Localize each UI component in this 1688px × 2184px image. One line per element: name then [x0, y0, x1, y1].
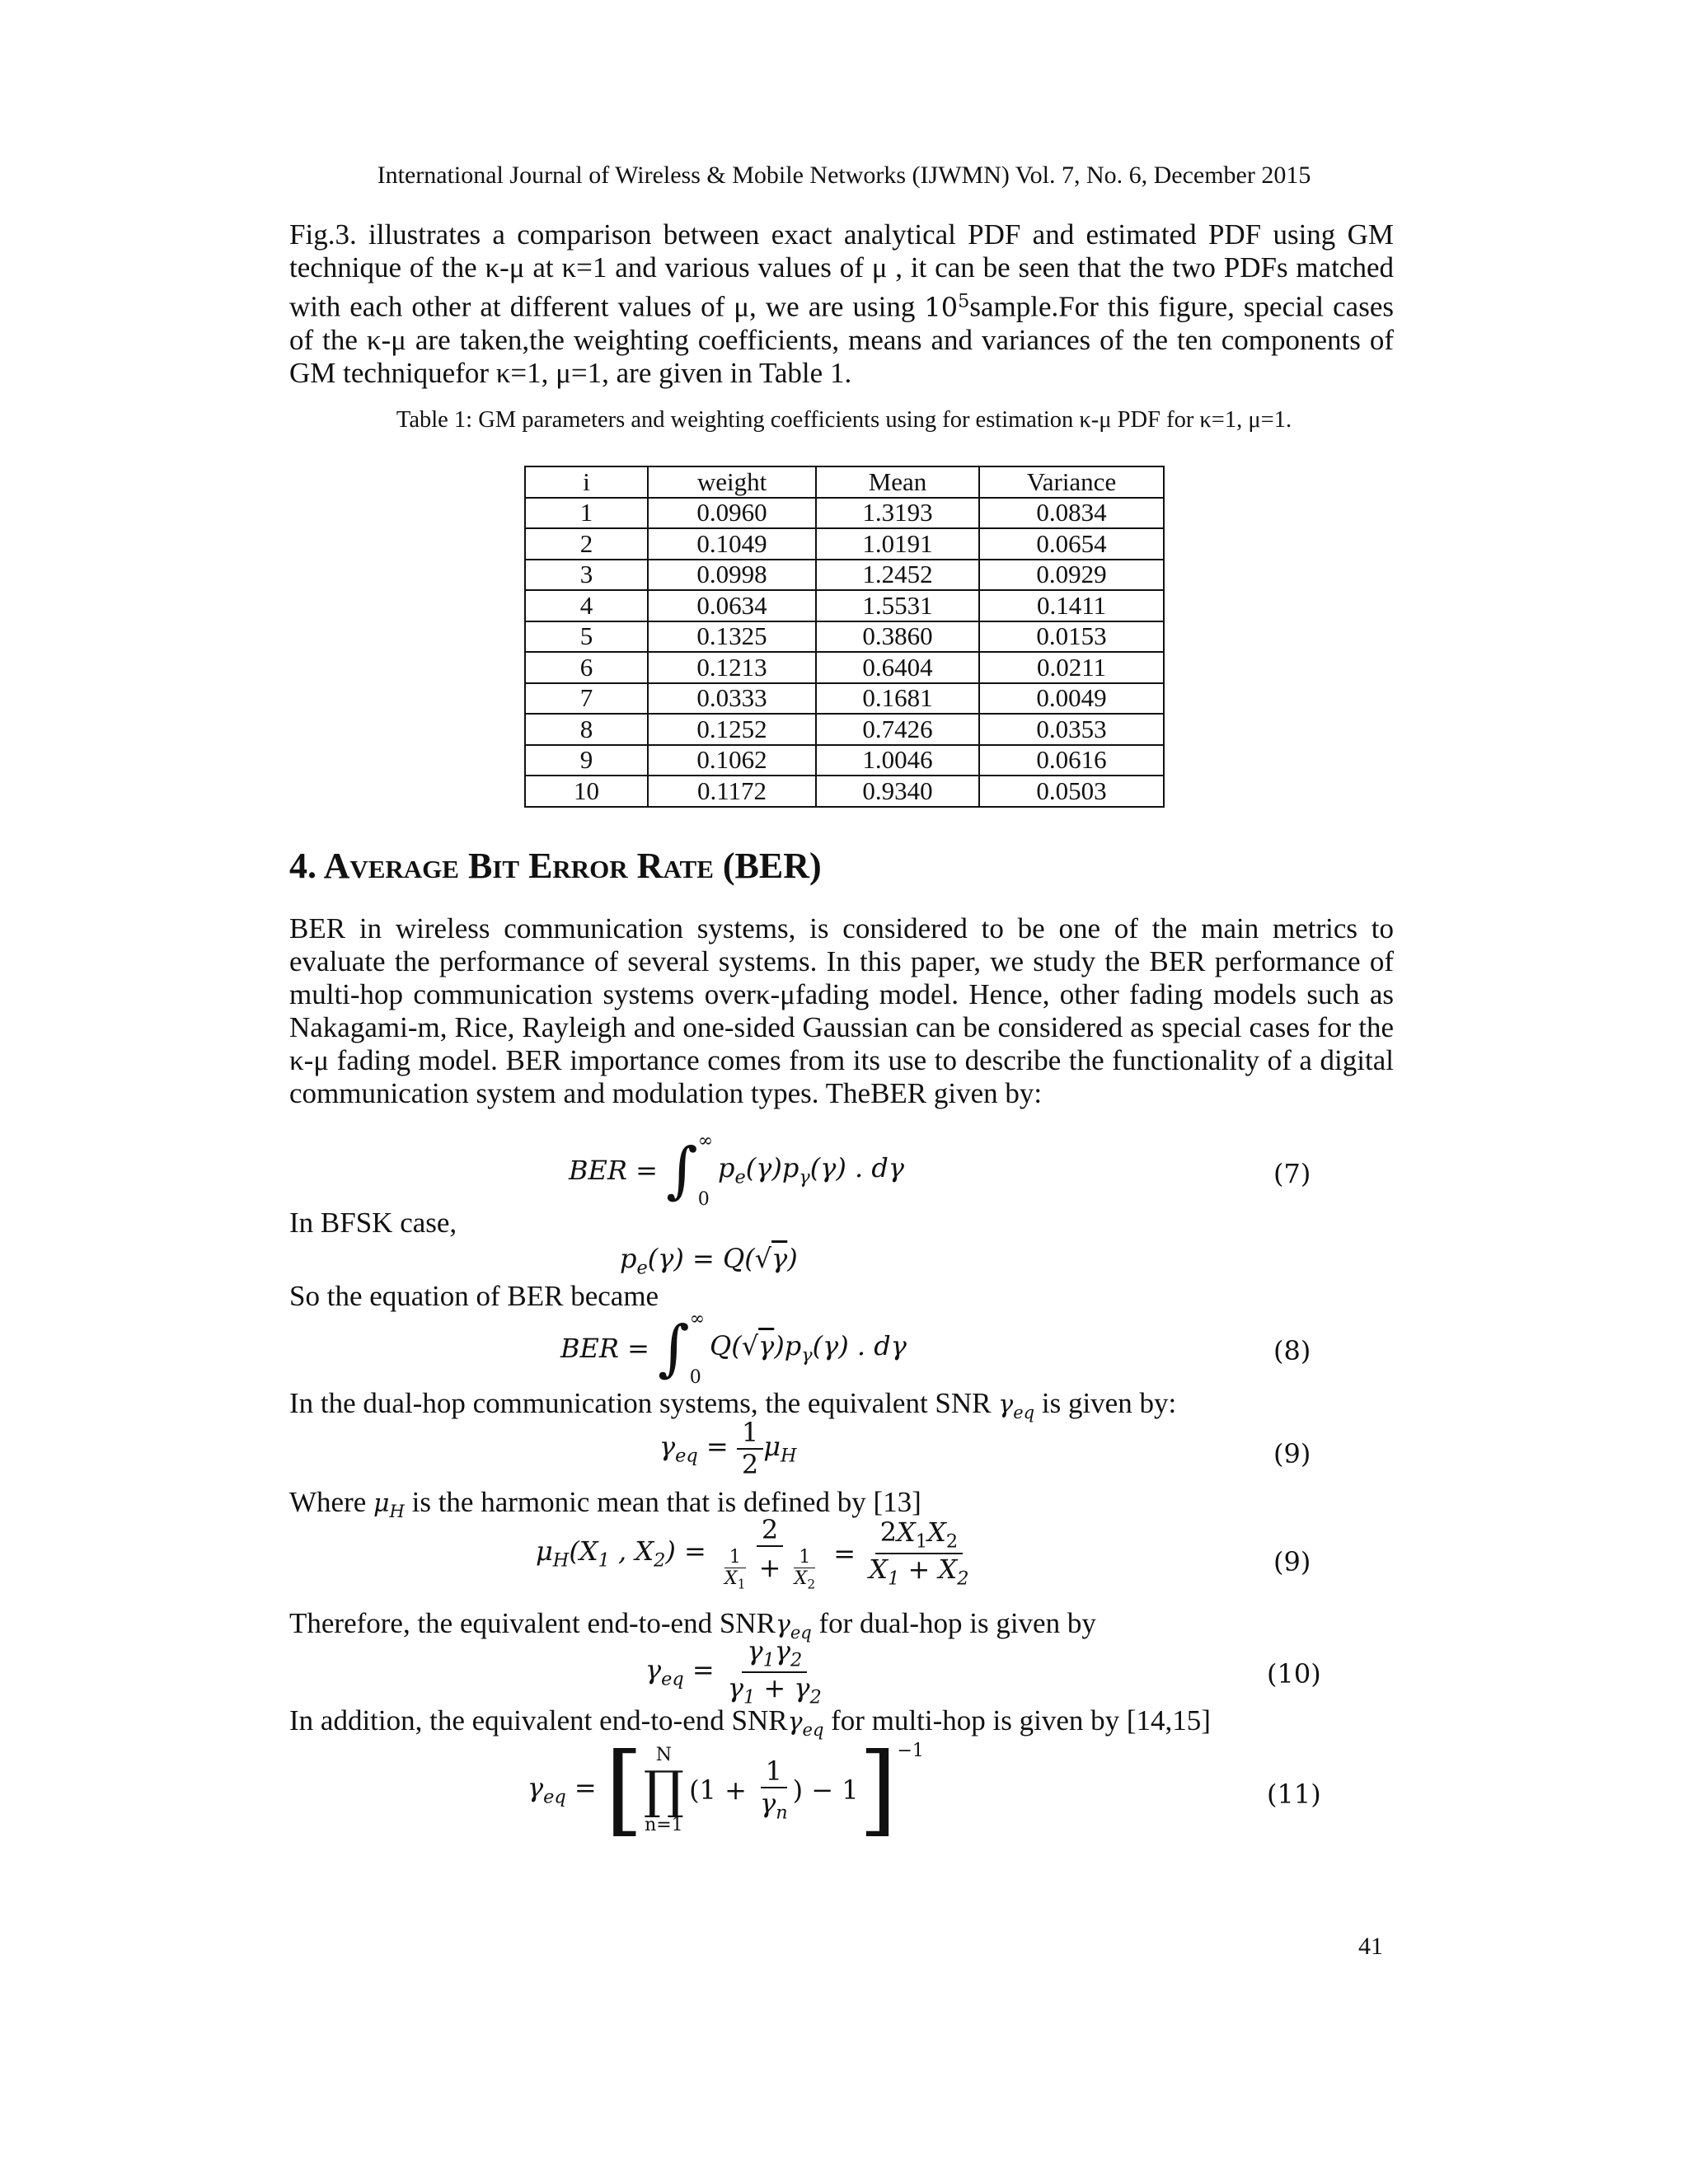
table-cell: 1.0046 — [816, 745, 979, 776]
table-cell: 5 — [525, 621, 648, 653]
table-cell: 0.0333 — [648, 683, 816, 715]
table-cell: 0.0834 — [979, 498, 1164, 529]
intro-text-post: sample.For this figure, special cases of the κ-μ are taken,the weighting coefficients, means and variances of the ten components of GM techniquefor κ=1, μ=1, are given in Table 1. — [289, 290, 1394, 389]
table-cell: 1 — [525, 498, 648, 529]
section-heading: 4. Average Bit Error Rate (BER) — [289, 846, 822, 886]
table-cell: 0.1172 — [648, 776, 816, 807]
addition-line: In addition, the equivalent end-to-end SNRγ$_{eq}$ for multi-hop is given by [14,15] — [289, 1704, 1211, 1740]
table-header-row — [525, 466, 1164, 498]
table-cell: 9 — [525, 745, 648, 776]
table-cell: 0.3860 — [816, 621, 979, 653]
table-cell: 1.2452 — [816, 560, 979, 591]
table-row — [525, 590, 1164, 621]
bfsk-line: In BFSK case, — [289, 1207, 457, 1239]
table-row — [525, 652, 1164, 683]
so-equation-line: So the equation of BER became — [289, 1280, 659, 1312]
table-header-cell: Mean — [816, 466, 979, 498]
table-cell: 0.0960 — [648, 498, 816, 529]
table-row — [525, 714, 1164, 745]
table-cell: 3 — [525, 560, 648, 591]
equation-11: $\gamma_{eq}$ = [ N ∏ n=1 (1 + $\frac{1}{\gamma_n}$ ) − 1]$^{-1}$ — [528, 1732, 924, 1847]
table-cell: 0.6404 — [816, 652, 979, 683]
table-header-cell: weight — [648, 466, 816, 498]
equation-9: $\gamma_{eq}$ = $\frac{1}{2}$ $\mu_H$ — [659, 1417, 797, 1480]
where-line: Where $\mu_H$ is the harmonic mean that is defined by [13] — [289, 1486, 921, 1521]
equation-number: (9) — [1273, 1438, 1311, 1469]
equation-number: (11) — [1267, 1779, 1321, 1810]
intro-paragraph — [289, 218, 1394, 390]
table-cell: 0.0998 — [648, 560, 816, 591]
equation-harmonic-mean: $\mu_H(X_1$ , $X_2$) = 2 $\frac{1}{X_1}$ + $\frac{1}{X_2}$ = $\frac{2X_1X_2}{X_1 + X_2}$ — [536, 1514, 969, 1592]
table-cell: 1.0191 — [816, 528, 979, 560]
page-number: 41 — [1358, 1933, 1383, 1960]
dual-hop-line: In the dual-hop communication systems, the equivalent SNR $\gamma_{eq}$ is given by: — [289, 1387, 1177, 1422]
table-row — [525, 745, 1164, 776]
table-cell: 0.0049 — [979, 683, 1164, 715]
table-cell: 6 — [525, 652, 648, 683]
table-header-cell: i — [525, 466, 648, 498]
journal-header: International Journal of Wireless & Mobile Networks (IJWMN) Vol. 7, No. 6, December 2015 — [377, 162, 1311, 189]
table-cell: 0.1049 — [648, 528, 816, 560]
table-cell: 0.1681 — [816, 683, 979, 715]
table-row — [525, 498, 1164, 529]
table-cell: 0.0929 — [979, 560, 1164, 591]
equation-10: $\gamma_{eq}$ = $\frac{\gamma_1\gamma_2}{\gamma_1 + \gamma_2}$ — [645, 1635, 822, 1708]
table-cell: 10 — [525, 776, 648, 807]
equation-number: (10) — [1267, 1658, 1321, 1690]
table-cell: 0.1062 — [648, 745, 816, 776]
equation-number: (7) — [1273, 1158, 1311, 1189]
table-row — [525, 560, 1164, 591]
table-cell: 0.9340 — [816, 776, 979, 807]
table-cell: 1.3193 — [816, 498, 979, 529]
table-row — [525, 683, 1164, 715]
table-cell: 1.5531 — [816, 590, 979, 621]
equation-8: BER = ∫ ∞ 0 $Q(√\gamma)p_\gamma(\gamma)$ . dγ — [560, 1309, 907, 1388]
sample-count: $10^5$ — [924, 290, 970, 323]
table-cell: 0.1213 — [648, 652, 816, 683]
table-caption: Table 1: GM parameters and weighting coefficients using for estimation κ-μ PDF for κ=1, μ=1. — [396, 407, 1292, 433]
table-cell: 0.7426 — [816, 714, 979, 745]
table-cell: 0.0353 — [979, 714, 1164, 745]
table-cell: 0.0503 — [979, 776, 1164, 807]
table-cell: 0.0616 — [979, 745, 1164, 776]
table-cell: 2 — [525, 528, 648, 560]
equation-number: (8) — [1273, 1335, 1311, 1366]
table-cell: 0.0211 — [979, 652, 1164, 683]
table-cell: 0.0654 — [979, 528, 1164, 560]
equation-number: (9) — [1273, 1546, 1311, 1577]
table-cell: 0.1325 — [648, 621, 816, 653]
pe-equation: $p_e(\gamma) = Q(√\gamma)$ — [620, 1243, 798, 1279]
table-cell: 0.0634 — [648, 590, 816, 621]
therefore-line: Therefore, the equivalent end-to-end SNRγ$_{eq}$ for dual-hop is given by — [289, 1607, 1096, 1643]
table-cell: 7 — [525, 683, 648, 715]
table-cell: 0.1411 — [979, 590, 1164, 621]
intro-text-pre: Fig.3. illustrates a comparison between exact analytical PDF and estimated PDF using GM technique of the κ-μ at κ=1 and various values of μ , it can be seen that the two PDFs matched with each other at different values of μ, we are using — [289, 218, 1394, 323]
table-row — [525, 621, 1164, 653]
table-row — [525, 528, 1164, 560]
ber-paragraph: BER in wireless communication systems, is considered to be one of the main metrics to evaluate the performance of several systems. In this paper, we study the BER performance of multi-hop communication systems overκ-μfading model. Hence, other fading models such as Nakagami-m, Rice, Rayleigh and one-sided Gaussian can be considered as special cases for the κ-μ fading model. BER importance comes from its use to describe the functionality of a digital communication system and modulation types. TheBER given by: — [289, 912, 1394, 1109]
table-row — [525, 776, 1164, 807]
table-cell: 0.0153 — [979, 621, 1164, 653]
equation-7: BER = ∫ ∞ 0 $p_e(\gamma)p_\gamma(\gamma)$ . dγ — [569, 1131, 904, 1210]
gm-parameters-table — [524, 466, 1165, 808]
table-cell: 0.1252 — [648, 714, 816, 745]
table-cell: 4 — [525, 590, 648, 621]
table-cell: 8 — [525, 714, 648, 745]
table-header-cell: Variance — [979, 466, 1164, 498]
